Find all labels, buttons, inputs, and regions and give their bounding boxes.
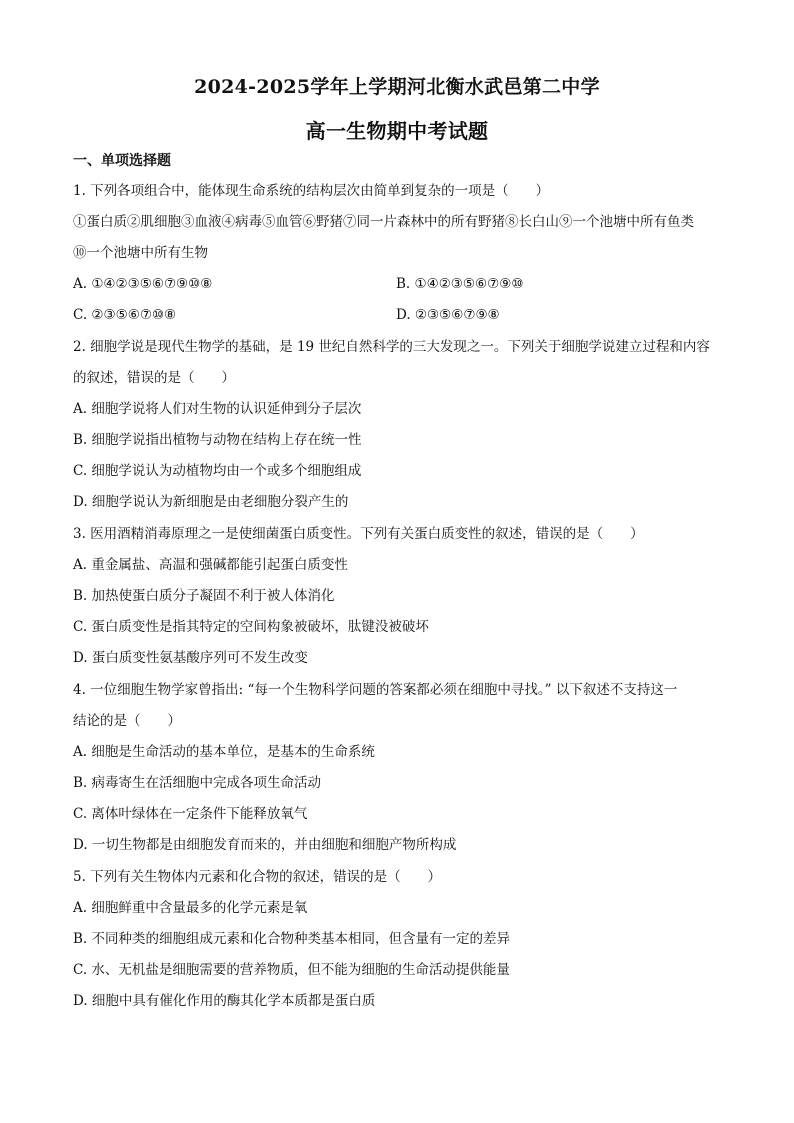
- question-4-stem-cont: 结论的是（ ）: [73, 713, 181, 729]
- question-1-items: ①蛋白质②肌细胞③血液④病毒⑤血管⑥野猪⑦同一片森林中的所有野猪⑧长白山⑨一个池塘中所有鱼类: [73, 214, 694, 230]
- question-1-option-d: D. ②③⑤⑥⑦⑨⑧: [396, 307, 500, 323]
- question-5-option-d: D. 细胞中具有催化作用的酶其化学本质都是蛋白质: [73, 993, 376, 1009]
- question-5-stem: 5. 下列有关生物体内元素和化合物的叙述，错误的是（ ）: [73, 869, 442, 885]
- question-4-option-b: B. 病毒寄生在活细胞中完成各项生命活动: [73, 775, 322, 791]
- question-4-option-d: D. 一切生物都是由细胞发育而来的，并由细胞和细胞产物所构成: [73, 837, 457, 853]
- question-1-option-b: B. ①④②③⑤⑥⑦⑨⑩: [396, 276, 524, 292]
- exam-subject-title: 高一生物期中考试题: [305, 119, 489, 143]
- question-4-stem: 4. 一位细胞生物学家曾指出: “每一个生物科学问题的答案都必须在细胞中寻找。” 以下叙述不支持这一: [73, 682, 678, 698]
- question-3-option-d: D. 蛋白质变性氨基酸序列可不发生改变: [73, 650, 308, 666]
- question-1-items-cont: ⑩一个池塘中所有生物: [73, 245, 208, 261]
- exam-school-title: 2024-2025学年上学期河北衡水武邑第二中学: [194, 76, 600, 98]
- question-5-option-c: C. 水、无机盐是细胞需要的营养物质，但不能为细胞的生命活动提供能量: [73, 962, 510, 978]
- question-2-option-d: D. 细胞学说认为新细胞是由老细胞分裂产生的: [73, 494, 349, 510]
- question-2-option-c: C. 细胞学说认为动植物均由一个或多个细胞组成: [73, 463, 362, 479]
- question-3-option-b: B. 加热使蛋白质分子凝固不利于被人体消化: [73, 588, 335, 604]
- question-2-stem: 2. 细胞学说是现代生物学的基础，是 19 世纪自然科学的三大发现之一。下列关于细胞学说建立过程和内容: [73, 339, 710, 355]
- question-1-option-c: C. ②③⑤⑥⑦⑩⑧: [73, 307, 177, 323]
- question-1-option-a: A. ①④②③⑤⑥⑦⑨⑩⑧: [73, 276, 213, 292]
- question-3-option-c: C. 蛋白质变性是指其特定的空间构象被破坏，肽键没被破坏: [73, 619, 429, 635]
- question-5-option-a: A. 细胞鲜重中含量最多的化学元素是氧: [73, 900, 308, 916]
- question-2-stem-cont: 的叙述，错误的是（ ）: [73, 370, 235, 386]
- section-heading: 一、单项选择题: [73, 153, 171, 169]
- question-5-option-b: B. 不同种类的细胞组成元素和化合物种类基本相同，但含量有一定的差异: [73, 931, 511, 947]
- question-1-stem: 1. 下列各项组合中，能体现生命系统的结构层次由简单到复杂的一项是（ ）: [73, 183, 550, 199]
- question-3-option-a: A. 重金属盐、高温和强碱都能引起蛋白质变性: [73, 557, 348, 573]
- question-4-option-a: A. 细胞是生命活动的基本单位，是基本的生命系统: [73, 744, 375, 760]
- question-4-option-c: C. 离体叶绿体在一定条件下能释放氧气: [73, 806, 308, 822]
- question-3-stem: 3. 医用酒精消毒原理之一是使细菌蛋白质变性。下列有关蛋白质变性的叙述，错误的是（ ）: [73, 526, 644, 542]
- question-2-option-b: B. 细胞学说指出植物与动物在结构上存在统一性: [73, 432, 362, 448]
- question-2-option-a: A. 细胞学说将人们对生物的认识延伸到分子层次: [73, 401, 362, 417]
